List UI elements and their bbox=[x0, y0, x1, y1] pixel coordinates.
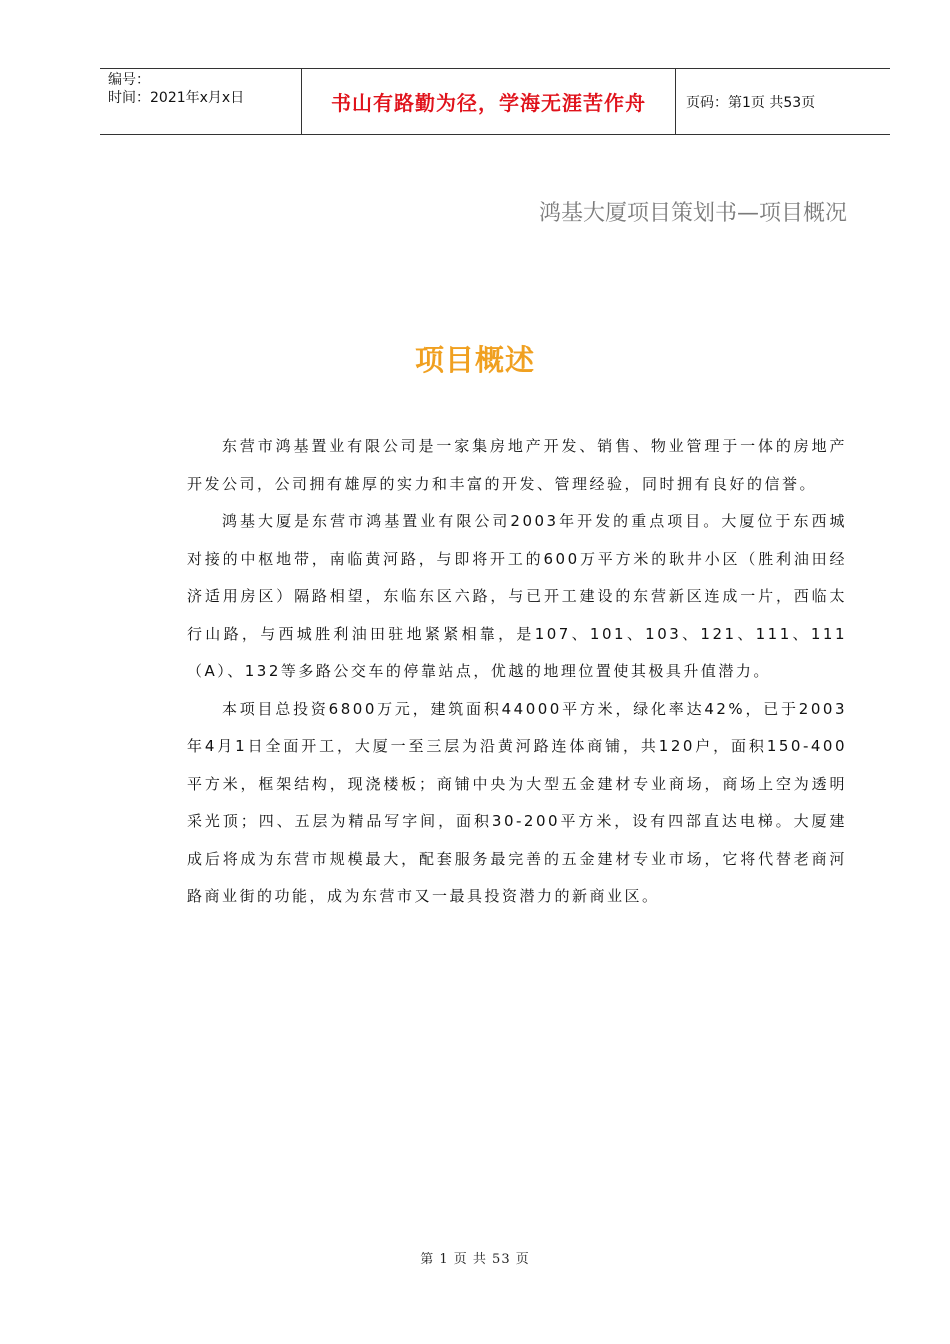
body-text bbox=[187, 428, 847, 916]
header-meta bbox=[100, 69, 302, 134]
date-label: 时间：2021年x月x日 bbox=[108, 90, 245, 106]
serial-label: 编号： bbox=[108, 72, 150, 88]
page-header bbox=[100, 68, 890, 135]
header-page-cell bbox=[676, 69, 890, 134]
page-code: 页码：第1页 共53页 bbox=[686, 94, 816, 111]
paragraph: 东营市鸿基置业有限公司是一家集房地产开发、销售、物业管理于一体的房地产开发公司，公司拥有雄厚的实力和丰富的开发、管理经验，同时拥有良好的信誉。 bbox=[187, 437, 847, 493]
header-motto-cell bbox=[302, 69, 676, 134]
paragraph: 本项目总投资6800万元，建筑面积44000平方米，绿化率达42%，已于2003年4月1日全面开工，大厦一至三层为沿黄河路连体商铺，共120户，面积150-400平方米，框架结构，现浇楼板；商铺中央为大型五金建材专业商场，商场上空为透明采光顶；四、五层为精品写字间，面积30-200平方米，设有四部直达电梯。大厦建成后将成为东营市规模最大，配套服务最完善的五金建材专业市场，它将代替老商河路商业街的功能，成为东营市又一最具投资潜力的新商业区。 bbox=[187, 699, 847, 905]
section-title: 项目概述 bbox=[414, 343, 535, 377]
motto: 书山有路勤为径，学海无涯苦作舟 bbox=[331, 91, 646, 115]
document-subtitle: 鸿基大厦项目策划书—项目概况 bbox=[538, 201, 847, 226]
paragraph: 鸿基大厦是东营市鸿基置业有限公司2003年开发的重点项目。大厦位于东西城对接的中枢地带，南临黄河路，与即将开工的600万平方米的耿井小区（胜利油田经济适用房区）隔路相望，东临东区六路，与已开工建设的东营新区连成一片，西临太行山路，与西城胜利油田驻地紧紧相靠，是107、101、103、121、111、111（A）、132等多路公交车的停靠站点，优越的地理位置使其极具升值潜力。 bbox=[187, 512, 847, 680]
page-footer: 第 1 页 共 53 页 bbox=[420, 1252, 530, 1267]
